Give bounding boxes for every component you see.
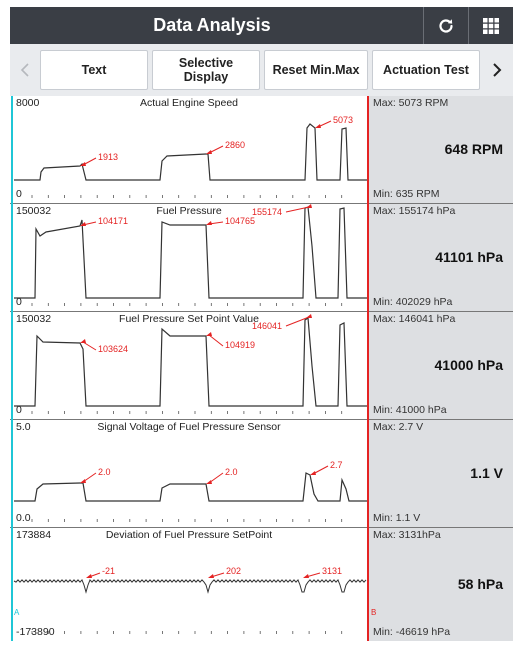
annotation-arrow-head <box>206 332 212 336</box>
refresh-button[interactable] <box>423 7 468 44</box>
y-min-label: 0 <box>16 404 22 416</box>
annotation-arrow-head <box>86 574 92 578</box>
toolbar-next-button[interactable] <box>484 50 510 90</box>
signal-trace <box>14 318 367 406</box>
trace-graphs <box>10 96 513 641</box>
max-value: Max: 5073 RPM <box>373 97 449 109</box>
min-value: Min: 41000 hPa <box>373 404 447 416</box>
header-bar <box>10 7 513 44</box>
min-value: Min: 402029 hPa <box>373 296 453 308</box>
graph-panel <box>10 96 513 641</box>
signal-trace <box>14 124 367 180</box>
annotation-arrow-head <box>80 162 86 166</box>
annotation-arrow-line <box>209 335 223 346</box>
y-min-label: 0 <box>16 296 22 308</box>
annotation-arrow-line <box>83 342 96 350</box>
cursor-a-label: A <box>14 608 20 617</box>
annotation-arrow-head <box>80 339 86 343</box>
panel-title: Fuel Pressure Set Point Value <box>119 313 259 325</box>
annotation-arrow-head <box>206 480 212 484</box>
annotation-arrow-head <box>310 471 316 475</box>
annotation-label: 5073 <box>333 115 354 125</box>
y-max-label: 8000 <box>16 97 40 109</box>
signal-trace <box>14 207 367 298</box>
cursor-a-line[interactable] <box>11 96 13 641</box>
annotation-label: 1913 <box>98 152 119 162</box>
panel-title: Actual Engine Speed <box>139 97 239 109</box>
annotation-arrow-head <box>306 204 312 208</box>
toolbar <box>10 44 513 96</box>
refresh-icon <box>436 16 456 36</box>
current-value: 58 hPa <box>457 576 503 592</box>
y-max-label: 150032 <box>16 205 52 217</box>
annotation-label: 155174 <box>252 207 283 217</box>
panel-title: Signal Voltage of Fuel Pressure Sensor <box>97 421 281 433</box>
y-min-label: 0 <box>16 188 22 200</box>
annotation-arrow-head <box>80 479 86 483</box>
reset-min-max-button[interactable]: Reset Min.Max <box>264 50 368 90</box>
current-value: 648 RPM <box>444 141 503 157</box>
signal-trace <box>14 580 366 592</box>
annotation-arrow-head <box>303 574 309 578</box>
annotation-label: 104919 <box>225 340 256 350</box>
annotation-arrow-head <box>206 150 212 154</box>
text-button[interactable]: Text <box>40 50 148 90</box>
annotation-label: 103624 <box>98 344 129 354</box>
annotation-label: 2.0 <box>225 467 238 477</box>
page-title: Data Analysis <box>153 15 271 35</box>
y-min-label: -173890 <box>16 626 55 638</box>
annotation-label: -21 <box>102 566 116 576</box>
y-min-label: 0.0 <box>16 512 31 524</box>
min-value: Min: -46619 hPa <box>373 626 451 638</box>
annotation-label: 2860 <box>225 140 246 150</box>
max-value: Max: 2.7 V <box>373 421 424 433</box>
annotation-label: 104171 <box>98 216 129 226</box>
cursor-b-label: B <box>371 608 377 617</box>
chevron-left-icon <box>20 62 30 78</box>
annotation-label: 2.0 <box>98 467 111 477</box>
grid-icon <box>482 17 500 35</box>
grid-button[interactable] <box>468 7 513 44</box>
min-value: Min: 1.1 V <box>373 512 421 524</box>
max-value: Max: 155174 hPa <box>373 205 456 217</box>
cursor-b-line[interactable] <box>367 96 369 641</box>
annotation-label: 146041 <box>252 321 283 331</box>
current-value: 41000 hPa <box>434 357 503 373</box>
signal-trace <box>14 473 367 501</box>
selective-display-button[interactable]: Selective Display <box>152 50 260 90</box>
annotation-label: 3131 <box>322 566 343 576</box>
current-value: 41101 hPa <box>435 249 503 265</box>
toolbar-prev-button[interactable] <box>13 50 37 90</box>
max-value: Max: 146041 hPa <box>373 313 456 325</box>
annotation-label: 202 <box>226 566 242 576</box>
current-value: 1.1 V <box>470 465 503 481</box>
y-max-label: 5.0 <box>16 421 31 433</box>
annotation-arrow-head <box>206 221 212 225</box>
annotation-arrow-head <box>315 124 321 128</box>
min-value: Min: 635 RPM <box>373 188 440 200</box>
panel-title: Fuel Pressure <box>156 205 222 217</box>
max-value: Max: 3131hPa <box>373 529 441 541</box>
y-max-label: 150032 <box>16 313 52 325</box>
chevron-right-icon <box>492 62 502 78</box>
y-max-label: 173884 <box>16 529 52 541</box>
annotation-arrow-head <box>208 574 214 578</box>
actuation-test-button[interactable]: Actuation Test <box>372 50 480 90</box>
annotation-label: 2.7 <box>330 460 343 470</box>
annotation-label: 104765 <box>225 216 256 226</box>
panel-title: Deviation of Fuel Pressure SetPoint <box>105 529 273 541</box>
annotation-arrow-head <box>306 314 312 318</box>
